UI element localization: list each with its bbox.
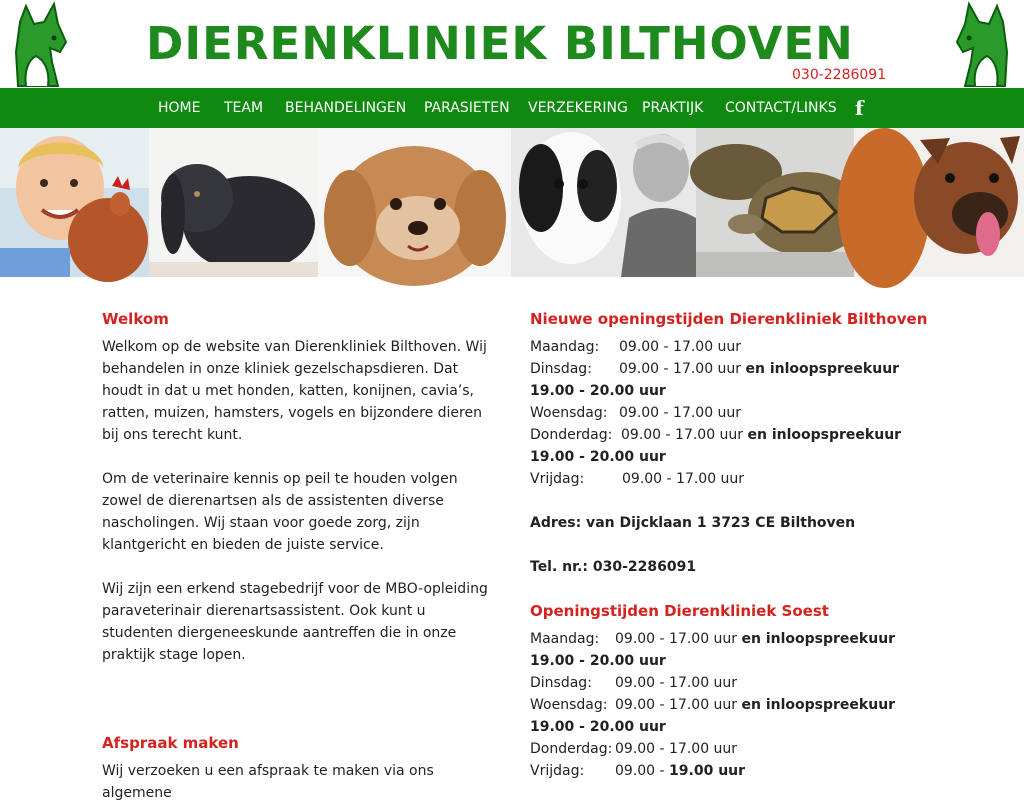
hours-row-donderdag bbox=[530, 424, 930, 446]
hours-row-maandag bbox=[530, 336, 930, 358]
hours-row-vrijdag bbox=[530, 468, 930, 490]
day-label: Donderdag: bbox=[530, 427, 613, 443]
day-label: Maandag: bbox=[530, 339, 600, 355]
dog-cat-silhouette-icon[interactable] bbox=[955, 2, 1013, 88]
address-text: Adres: van Dijcklaan 1 3723 CE Bilthoven bbox=[530, 515, 856, 531]
nav-item-praktijk[interactable]: PRAKTIJK bbox=[642, 100, 704, 116]
phone-text: Tel. nr.: 030-2286091 bbox=[530, 559, 697, 575]
appointment-text: Wij verzoeken u een afspraak te maken via ons algemene bbox=[102, 763, 434, 801]
header-phone[interactable]: 030-2286091 bbox=[792, 67, 887, 83]
tortoise-photo bbox=[696, 128, 854, 277]
day-label: Vrijdag: bbox=[530, 471, 585, 487]
time-value-bold: 19.00 uur bbox=[669, 763, 746, 779]
puppy-licking-girl-photo bbox=[854, 128, 1024, 277]
time-value: 09.00 - 17.00 uur bbox=[622, 471, 745, 487]
nav-item-team[interactable]: TEAM bbox=[224, 100, 264, 116]
welcome-paragraph-2: Om de veterinaire kennis op peil te houden volgen zowel de dierenartsen als de assistenten diverse nascholingen. Wij staan voor goede zorg, zijn klantgericht en bieden de juiste service. bbox=[102, 471, 458, 553]
opening-hours-section bbox=[530, 308, 930, 782]
main-navigation bbox=[0, 88, 1024, 128]
photo-banner bbox=[0, 128, 1024, 277]
soest-hours-heading: Openingstijden Dierenkliniek Soest bbox=[530, 602, 829, 620]
hours-row-woensdag bbox=[530, 694, 930, 716]
time-value: 09.00 - 17.00 uur bbox=[619, 405, 742, 421]
walk-in-label: en inloopspreekuur bbox=[745, 361, 900, 377]
time-value: 09.00 - 17.00 uur bbox=[621, 427, 744, 443]
time-value: 09.00 - 17.00 uur bbox=[615, 675, 738, 691]
walk-in-time: 19.00 - 20.00 uur bbox=[530, 383, 666, 399]
day-label: Vrijdag: bbox=[530, 763, 585, 779]
day-label: Donderdag: bbox=[530, 741, 613, 757]
hours-row-maandag bbox=[530, 628, 930, 650]
time-value: 09.00 - 17.00 uur bbox=[615, 631, 738, 647]
hours-row-vrijdag bbox=[530, 760, 930, 782]
time-value: 09.00 - 17.00 uur bbox=[619, 361, 742, 377]
walk-in-label: en inloopspreekuur bbox=[747, 427, 902, 443]
site-header bbox=[0, 0, 1024, 88]
dog-cat-silhouette-icon[interactable] bbox=[10, 2, 68, 88]
time-value: 09.00 - 17.00 uur bbox=[619, 339, 742, 355]
man-with-dog-photo bbox=[511, 128, 696, 277]
poodle-dog-photo bbox=[318, 128, 511, 277]
welcome-section bbox=[102, 308, 494, 666]
welcome-heading: Welkom bbox=[102, 310, 169, 328]
time-value: 09.00 - bbox=[615, 763, 670, 779]
day-label: Dinsdag: bbox=[530, 675, 592, 691]
walk-in-time: 19.00 - 20.00 uur bbox=[530, 653, 666, 669]
walk-in-time: 19.00 - 20.00 uur bbox=[530, 719, 666, 735]
bilthoven-hours-heading: Nieuwe openingstijden Dierenkliniek Bilthoven bbox=[530, 310, 928, 328]
nav-item-contact-links[interactable]: CONTACT/LINKS bbox=[725, 100, 837, 116]
welcome-paragraph-1: Welkom op de website van Dierenkliniek Bilthoven. Wij behandelen in onze kliniek gezelschapsdieren. Dat houdt in dat u met honden, katten, konijnen, cavia’s, ratten, muizen, hamsters, vogels en bijzondere dieren bij ons terecht kunt. bbox=[102, 339, 487, 443]
hours-row-dinsdag bbox=[530, 358, 930, 380]
appointment-section bbox=[102, 732, 494, 804]
nav-item-home[interactable]: HOME bbox=[158, 100, 201, 116]
day-label: Dinsdag: bbox=[530, 361, 592, 377]
appointment-heading: Afspraak maken bbox=[102, 734, 239, 752]
facebook-icon[interactable]: f bbox=[855, 96, 864, 120]
day-label: Maandag: bbox=[530, 631, 600, 647]
day-label: Woensdag: bbox=[530, 697, 608, 713]
hours-row-woensdag bbox=[530, 402, 930, 424]
time-value: 09.00 - 17.00 uur bbox=[615, 741, 738, 757]
nav-item-verzekering[interactable]: VERZEKERING bbox=[528, 100, 628, 116]
boy-with-chicken-photo bbox=[0, 128, 149, 277]
hours-row-donderdag bbox=[530, 738, 930, 760]
time-value: 09.00 - 17.00 uur bbox=[615, 697, 738, 713]
nav-item-parasieten[interactable]: PARASIETEN bbox=[424, 100, 510, 116]
day-label: Woensdag: bbox=[530, 405, 608, 421]
rabbit-photo bbox=[149, 128, 318, 277]
nav-item-behandelingen[interactable]: BEHANDELINGEN bbox=[285, 100, 407, 116]
walk-in-time: 19.00 - 20.00 uur bbox=[530, 449, 666, 465]
hours-row-dinsdag bbox=[530, 672, 930, 694]
walk-in-label: en inloopspreekuur bbox=[741, 631, 896, 647]
site-title[interactable]: DIERENKLINIEK BILTHOVEN bbox=[146, 17, 854, 70]
walk-in-label: en inloopspreekuur bbox=[741, 697, 896, 713]
welcome-paragraph-3: Wij zijn een erkend stagebedrijf voor de MBO-opleiding paraveterinair dierenartsassistent. Ook kunt u studenten diergeneeskunde aantreffen die in onze praktijk stage lopen. bbox=[102, 581, 488, 663]
